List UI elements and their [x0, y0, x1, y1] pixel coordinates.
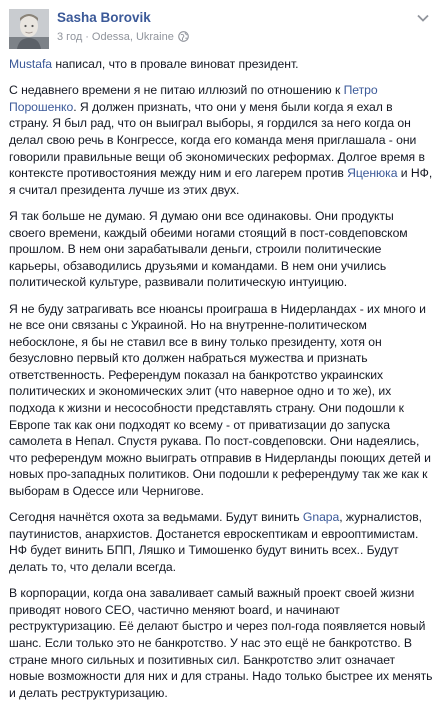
post-paragraph	[9, 82, 433, 198]
paragraph-text: В корпорации, когда она заваливает самый важный проект своей жизни приводят нового CEO, частично меняют board, и начинают реструктуризацию. Её делают быстро и через пол-года появляется новый шанс. Если только это не банкротство. У нас это ещё не банкротство. В стране много сильных и позитивных сил. Банкротство элит означает новые возможности для них и для страны. Надо только быстрее их менять и делать реструктуризацию.	[9, 586, 433, 700]
post-meta	[57, 31, 189, 45]
paragraph-text: С недавнего времени я не питаю иллюзий по отношению к	[9, 83, 344, 98]
post-paragraph	[9, 208, 433, 291]
post-header	[9, 9, 432, 51]
mention-link[interactable]: Mustafa	[9, 57, 53, 71]
avatar[interactable]	[9, 9, 49, 49]
post-paragraph	[9, 509, 433, 575]
paragraph-text: и НФ, я считал президента лучше из этих двух.	[9, 166, 433, 197]
post-body	[9, 56, 433, 711]
author-name[interactable]: Sasha Borovik	[57, 10, 151, 25]
post-paragraph	[9, 301, 433, 500]
post-paragraph	[9, 585, 433, 701]
post-location[interactable]: Odessa, Ukraine	[91, 31, 174, 43]
paragraph-text: , журналистов, паутинистов, анархистов. Достанется евроскептикам и еврооптимистам. НФ будет винить БПП, Ляшко и Тимошенко будут винить всех.. Будут делать то, что делали всегда.	[9, 510, 422, 574]
paragraph-text: . Я должен признать, что они у меня были когда я ехал в страну. Я был рад, что он выиграл выборы, я гордился за него когда он делал свою речь в Конгрессе, когда его команда меня приглашала - они говорили правильные вещи об экономических реформах. Долгое время в контексте противостояния между ним и его лагерем против	[9, 99, 425, 181]
globe-icon[interactable]	[178, 31, 189, 45]
mention-link[interactable]: Gnapa	[302, 510, 340, 525]
mention-link[interactable]: Петро Порошенко	[9, 83, 378, 114]
avatar-photo	[9, 9, 49, 49]
mention-link[interactable]: Яценюка	[347, 166, 398, 181]
chevron-down-icon[interactable]	[416, 11, 430, 25]
paragraph-text: Я так больше не думаю. Я думаю они все одинаковы. Они продукты своего времени, каждый обеими ногами стоящий в пост-совдеповском прошлом. В нем они зарабатывали деньги, строили политические карьеры, обзаводились друзьями и командами. В нем они учились политической культуре, развивали политическую интуицию.	[9, 208, 408, 290]
paragraph-text: написал, что в провале виноват президент.	[52, 57, 299, 71]
paragraph-text: Я не буду затрагивать все нюансы проиграша в Нидерландах - их много и не все они связаны с Украиной. Но на внутренне-политическом небосклоне, я бы не ставил все в вину только президенту, хотя он безусловно первый кто должен набраться мужества и признать ответственность. Референдум показал на банкротство украинских политических и экономических элит (что наверное одно и то же), их подхода к жизни и несособности представлять страну. Они подошли к Европе так как они подходят ко всему - от приватизации до запуска самолета в Непал. Спустя рукава. По пост-совдеповски. Они надеялись, что референдум можно выиграть отправив в Нидерланды поющих детей и новых про-западных политиков. Они подошли к референдуму так же как к выборам в Одессе или Чернигове.	[9, 301, 431, 499]
post-time[interactable]: 3 год	[57, 31, 83, 43]
post-paragraph	[9, 56, 433, 73]
paragraph-text: Сегодня начнётся охота за ведьмами. Будут винить	[9, 510, 303, 525]
meta-separator: ·	[85, 31, 89, 43]
